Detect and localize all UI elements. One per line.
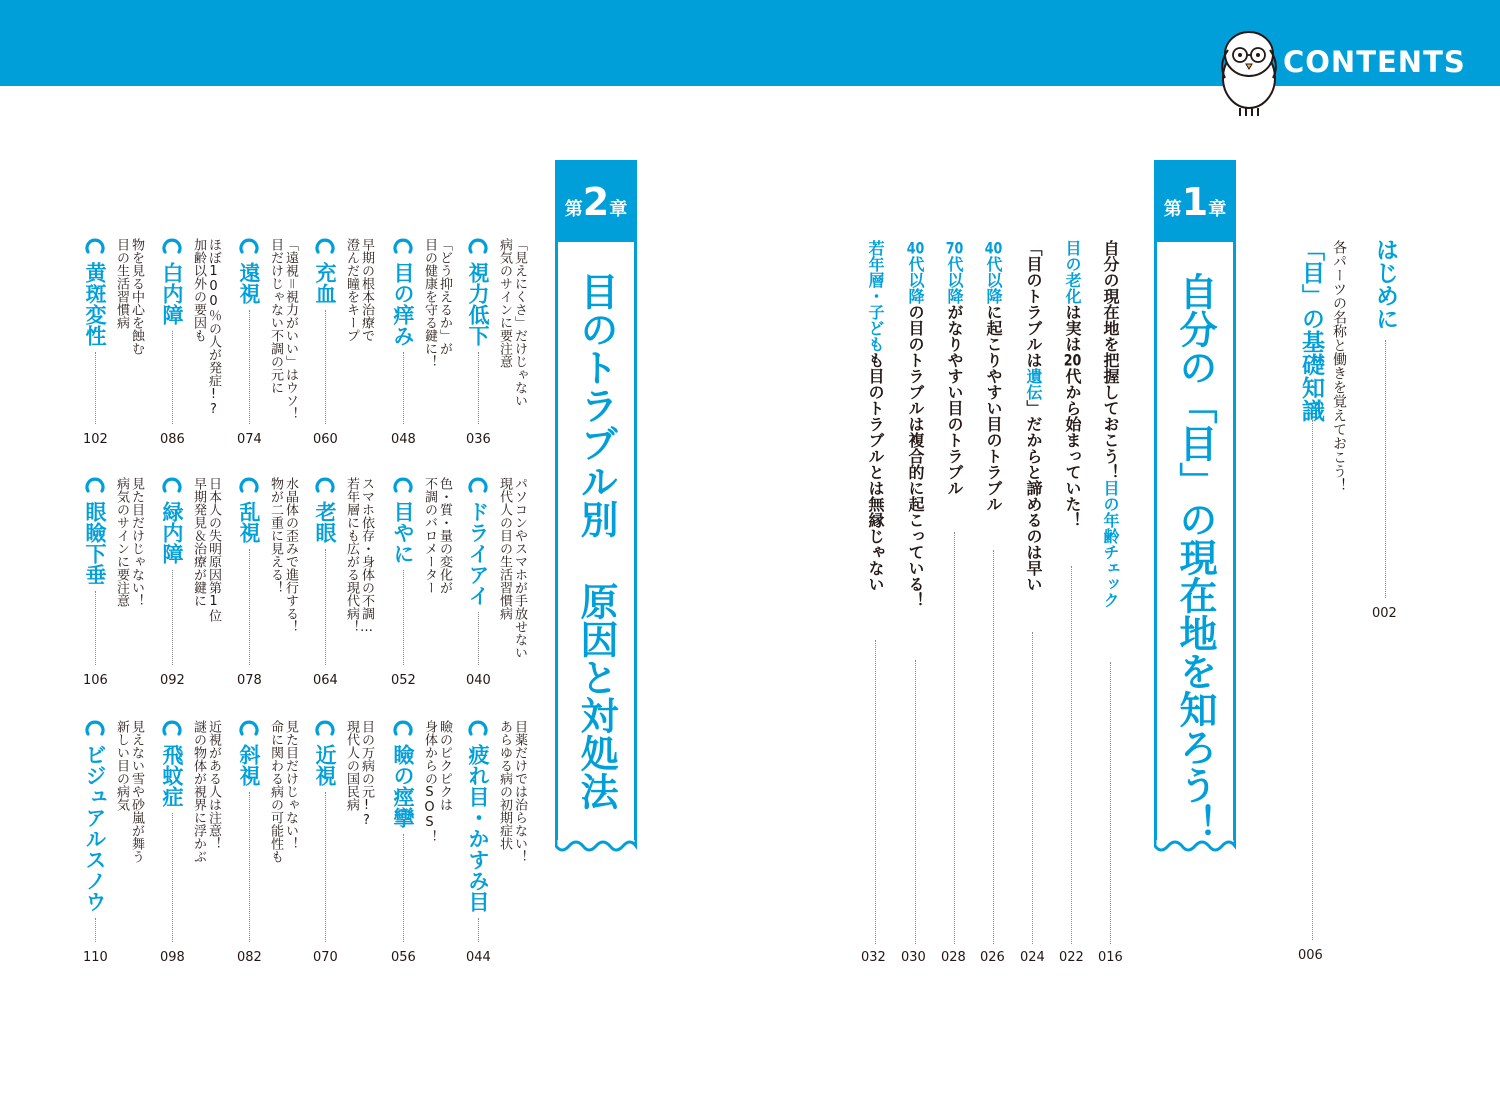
ch2-entry-2-2-leader	[403, 570, 404, 665]
basics-title[interactable]: 「目」の基礎知識	[1298, 238, 1324, 422]
ch2-entry-1-2-leader	[478, 612, 479, 665]
ch2-entry-1-1-page: 036	[466, 432, 491, 447]
hajimeni-leader	[1385, 340, 1386, 598]
ch2-entry-1-1-leader	[478, 352, 479, 424]
ch2-entry-3-2-title: 老眼	[313, 501, 337, 543]
cap-bullet-icon	[239, 238, 259, 258]
ch2-entry-3-2-page: 064	[313, 673, 338, 688]
ch2-entry-4-2-subtitle-1: 水晶体の歪みで進行する！	[283, 477, 298, 633]
ch1-item-1[interactable]: 自分の現在地を把握しておこう！目の年齢チェック	[1101, 240, 1120, 608]
ch2-entry-5-1-leader	[172, 331, 173, 424]
ch2-entry-3-2-leader	[325, 549, 326, 665]
ch2-entry-1-3-subtitle-1: 目薬だけでは治らない！	[512, 720, 527, 863]
ch2-entry-4-2-title: 乱視	[237, 501, 261, 543]
hajimeni-page: 002	[1372, 606, 1397, 621]
ch2-entry-5-2-page: 092	[160, 673, 185, 688]
ch2-entry-4-3-subtitle-1: 見た目だけじゃない！	[283, 720, 298, 850]
ch2-entry-5-2-subtitle-1: 日本人の失明原因第1位	[206, 477, 221, 622]
ch2-entry-6-2-page: 106	[83, 673, 108, 688]
ch2-entry-1-1-subtitle-2: 病気のサインに要注意	[497, 238, 512, 368]
ch2-entry-4-3-subtitle-2: 命に関わる病の可能性も	[268, 720, 283, 863]
ch1-item-3[interactable]: 「目のトラブルは遺伝」だからと諦めるのは早い	[1024, 240, 1043, 592]
ch2-entry-4-2-subtitle-2: 物が二重に見える！	[268, 477, 283, 594]
ch2-entry-6-1-page: 102	[83, 432, 108, 447]
ch2-entry-1-1[interactable]	[466, 238, 528, 452]
ch1-item-1-page: 016	[1098, 950, 1123, 965]
ch2-entry-5-1-subtitle-1: ほぼ100％の人が発症!?	[206, 238, 221, 417]
basics-subtitle: 各パーツの名称と働きを覚えておこう！	[1331, 240, 1347, 492]
ch2-entry-3-1-subtitle-1: 早期の根本治療で	[359, 238, 374, 342]
ch2-entry-6-2-subtitle-2: 病気のサインに要注意	[114, 477, 129, 607]
ch2-entry-5-3-subtitle-2: 謎の物体が視界に浮かぶ	[191, 720, 206, 863]
ch2-entry-6-2[interactable]	[83, 477, 145, 693]
ch1-item-7[interactable]: 若年層・子どもも目のトラブルとは無縁じゃない	[866, 240, 885, 592]
cap-bullet-icon	[239, 477, 259, 497]
ch2-entry-3-3-page: 070	[313, 950, 338, 965]
ch2-entry-4-3-title: 斜視	[237, 744, 261, 786]
ch2-entry-4-1[interactable]	[237, 238, 299, 452]
ch2-entry-1-2-subtitle-1: パソコンやスマホが手放せない	[512, 477, 527, 659]
ch2-entry-6-3[interactable]	[83, 720, 145, 970]
cap-bullet-icon	[468, 238, 488, 258]
ch2-entry-2-3-subtitle-1: 瞼のピクピクは	[437, 720, 452, 811]
ch2-entry-5-1[interactable]	[160, 238, 222, 452]
cap-bullet-icon	[315, 238, 335, 258]
ch2-entry-4-2[interactable]	[237, 477, 299, 693]
cap-bullet-icon	[393, 720, 413, 740]
ch1-item-2-page: 022	[1059, 950, 1084, 965]
ch2-entry-4-1-subtitle-2: 目だけじゃない不調の元に	[268, 238, 283, 394]
ch1-item-6-page: 030	[901, 950, 926, 965]
ch2-entry-4-3[interactable]	[237, 720, 299, 970]
ch2-entry-2-1-subtitle-2: 目の健康を守る鍵に！	[422, 238, 437, 368]
cap-bullet-icon	[85, 238, 105, 258]
basics-leader	[1312, 420, 1313, 940]
ch2-entry-1-2-subtitle-2: 現代人の目の生活習慣病	[497, 477, 512, 620]
ch2-entry-5-2[interactable]	[160, 477, 222, 693]
chapter2-tab	[555, 160, 637, 858]
ch2-entry-5-1-page: 086	[160, 432, 185, 447]
ch2-entry-6-1-title: 黄斑変性	[83, 262, 107, 346]
ch2-entry-2-3-page: 056	[391, 950, 416, 965]
ch2-entry-3-3-title: 近視	[313, 744, 337, 786]
cap-bullet-icon	[239, 720, 259, 740]
ch2-entry-1-2-title: ドライアイ	[466, 501, 490, 606]
basics-page: 006	[1298, 948, 1323, 963]
ch2-entry-4-2-leader	[249, 549, 250, 665]
ch2-entry-5-3-page: 098	[160, 950, 185, 965]
ch2-entry-6-1-leader	[95, 352, 96, 424]
ch2-entry-2-1-title: 目の痒み	[391, 262, 415, 346]
cap-bullet-icon	[393, 238, 413, 258]
chapter1-tab	[1154, 160, 1236, 858]
ch2-entry-4-1-page: 074	[237, 432, 262, 447]
ch2-entry-2-1-subtitle-1: 「どう抑えるか」が	[437, 238, 452, 355]
chapter2-title: 目のトラブル別 原因と対処法	[574, 272, 618, 810]
ch2-entry-2-1-page: 048	[391, 432, 416, 447]
ch2-entry-1-2-page: 040	[466, 673, 491, 688]
ch2-entry-3-3-subtitle-2: 現代人の国民病	[344, 720, 359, 811]
ch2-entry-5-3-leader	[172, 813, 173, 942]
cap-bullet-icon	[315, 720, 335, 740]
ch2-entry-5-1-title: 白内障	[160, 262, 184, 325]
ch1-item-4-page: 026	[980, 950, 1005, 965]
ch2-entry-2-2-title: 目やに	[391, 501, 415, 564]
ch2-entry-6-2-leader	[95, 591, 96, 665]
ch2-entry-5-2-title: 緑内障	[160, 501, 184, 564]
ch2-entry-3-3-leader	[325, 792, 326, 942]
ch2-entry-6-3-title: ビジュアルスノウ	[83, 744, 107, 912]
chapter1-title: 自分の「目」の現在地を知ろう！	[1173, 272, 1217, 842]
cap-bullet-icon	[162, 720, 182, 740]
ch2-entry-5-3[interactable]	[160, 720, 222, 970]
ch2-entry-3-2[interactable]	[313, 477, 375, 693]
ch1-item-4[interactable]: 40代以降に起こりやすい目のトラブル	[984, 240, 1003, 512]
ch2-entry-6-3-page: 110	[83, 950, 108, 965]
ch2-entry-2-3-subtitle-2: 身体からのSOS！	[422, 720, 437, 843]
ch2-entry-1-3-title: 疲れ目・かすみ目	[466, 744, 490, 912]
cap-bullet-icon	[468, 720, 488, 740]
ch2-entry-1-3[interactable]	[466, 720, 528, 970]
ch2-entry-5-3-subtitle-1: 近視がある人は注意！	[206, 720, 221, 850]
ch2-entry-5-2-leader	[172, 570, 173, 665]
ch2-entry-2-2-subtitle-1: 色・質・量の変化が	[437, 477, 452, 594]
ch2-entry-1-1-title: 視力低下	[466, 262, 490, 346]
cap-bullet-icon	[162, 477, 182, 497]
ch2-entry-6-2-title: 眼瞼下垂	[83, 501, 107, 585]
ch2-entry-4-1-leader	[249, 310, 250, 424]
ch2-entry-5-1-subtitle-2: 加齢以外の要因も	[191, 238, 206, 342]
ch2-entry-5-2-subtitle-2: 早期発見＆治療が鍵に	[191, 477, 206, 607]
ch2-entry-6-1[interactable]	[83, 238, 145, 452]
cap-bullet-icon	[85, 477, 105, 497]
cap-bullet-icon	[162, 238, 182, 258]
ch2-entry-6-2-subtitle-1: 見た目だけじゃない！	[129, 477, 144, 607]
ch2-entry-1-3-subtitle-2: あらゆる病の初期症状	[497, 720, 512, 850]
ch1-item-7-page: 032	[861, 950, 886, 965]
ch2-entry-3-1-subtitle-2: 澄んだ瞳をキープ	[344, 238, 359, 342]
chapter2-wave	[555, 840, 637, 856]
ch2-entry-3-1-page: 060	[313, 432, 338, 447]
ch2-entry-2-2-page: 052	[391, 673, 416, 688]
ch2-entry-3-1-title: 充血	[313, 262, 337, 304]
ch2-entry-6-3-subtitle-2: 新しい目の病気	[114, 720, 129, 811]
ch2-entry-2-2[interactable]	[391, 477, 453, 693]
ch2-entry-3-2-subtitle-1: スマホ依存・身体の不調…	[359, 477, 374, 635]
chapter2-label: 第2章	[555, 160, 637, 242]
ch2-entry-1-3-page: 044	[466, 950, 491, 965]
ch2-entry-4-2-page: 078	[237, 673, 262, 688]
ch2-entry-4-1-subtitle-1: 「遠視＝視力がいい」はウソ！	[283, 238, 298, 420]
ch2-entry-2-3-leader	[403, 834, 404, 942]
cap-bullet-icon	[85, 720, 105, 740]
ch2-entry-1-1-subtitle-1: 「見えにくさ」だけじゃない	[512, 238, 527, 407]
ch2-entry-2-2-subtitle-2: 不調のバロメーター	[422, 477, 437, 594]
ch2-entry-3-1-leader	[325, 310, 326, 424]
ch2-entry-2-1-leader	[403, 352, 404, 424]
ch2-entry-3-3-subtitle-1: 目の万病の元!?	[359, 720, 374, 828]
contents-title: CONTENTS	[1283, 45, 1466, 79]
ch2-entry-4-3-page: 082	[237, 950, 262, 965]
ch2-entry-6-1-subtitle-2: 目の生活習慣病	[114, 238, 129, 329]
ch1-item-5-page: 028	[941, 950, 966, 965]
ch1-item-6[interactable]: 40代以降の目のトラブルは複合的に起こっている！	[906, 240, 925, 608]
ch2-entry-6-3-leader	[95, 918, 96, 942]
cap-bullet-icon	[393, 477, 413, 497]
ch2-entry-6-1-subtitle-1: 物を見る中心を蝕む	[129, 238, 144, 355]
ch2-entry-5-3-title: 飛蚊症	[160, 744, 184, 807]
ch2-entry-2-3-title: 瞼の痙攣	[391, 744, 415, 828]
ch2-entry-2-1[interactable]	[391, 238, 453, 452]
ch2-entry-1-3-leader	[478, 918, 479, 942]
chapter1-wave	[1154, 840, 1236, 856]
ch2-entry-6-3-subtitle-1: 見えない雪や砂嵐が舞う	[129, 720, 144, 863]
ch1-item-3-page: 024	[1020, 950, 1045, 965]
hajimeni-title[interactable]: はじめに	[1372, 238, 1398, 330]
ch2-entry-4-3-leader	[249, 792, 250, 942]
ch2-entry-3-3[interactable]	[313, 720, 375, 970]
ch1-item-2[interactable]: 目の老化は実は20代から始まっていた！	[1063, 240, 1082, 528]
cap-bullet-icon	[468, 477, 488, 497]
ch2-entry-2-3[interactable]	[391, 720, 453, 970]
ch2-entry-1-2[interactable]	[466, 477, 528, 693]
owl-mascot-icon	[1212, 24, 1286, 118]
cap-bullet-icon	[315, 477, 335, 497]
ch2-entry-3-2-subtitle-2: 若年層にも広がる現代病！	[344, 477, 359, 633]
ch1-item-5[interactable]: 70代以降がなりやすい目のトラブル	[945, 240, 964, 496]
ch2-entry-4-1-title: 遠視	[237, 262, 261, 304]
ch2-entry-3-1[interactable]	[313, 238, 375, 452]
chapter1-label: 第1章	[1154, 160, 1236, 242]
